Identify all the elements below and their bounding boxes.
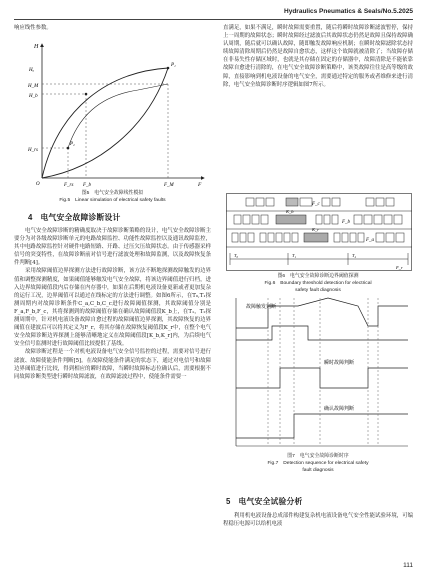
figure-6-caption-cn: 图6 电气安全故障诊断边界阈值探测 — [277, 274, 359, 279]
figure-6-caption-en-2: safety fault diagnosis — [295, 288, 341, 293]
fig5-label-HM: H_M — [28, 84, 39, 89]
fig5-label-Frs: F_rs — [64, 183, 74, 188]
figure-5-caption-cn: 图5 电气安全故障线性模拟 — [81, 191, 144, 196]
figure-7-caption-cn: 图7 电气安全故障诊断时序 — [287, 454, 349, 459]
right-body-top — [223, 24, 413, 89]
left-body — [14, 227, 211, 381]
right-paragraph-1: 直满足，如果不满足，瞬时故障需要重置，随后将瞬时故障诊断滤波暂停，保持上一周期的故障状态；瞬时故障经过滤波后其故障状态仍然是故障且保持故障确认周期，随后就可以确认故障，随即触发故障响应机制；在瞬时故障滤除状态持续故障清除周期后仍然是故障自愈状态，这样这个故障就被清除了；当故障存储在非易失性存储区域时，也就是其存储在固定的存储器中，故障清除是不能依靠故障自愈进行清除的，在电气安全故障诊断策略中，该类故障往往是高等级的故障，直接影响到机电液设备的电气安全，需要通过特定的服务或者维修来进行清除，电气安全故障诊断时序逻辑如图7所示。 — [223, 25, 413, 88]
fig7-row-label-instant: 瞬时故障判断 — [324, 361, 355, 366]
fig6-label-Kr: K_r — [312, 227, 320, 232]
fig6-label-T2: T₂ — [352, 253, 357, 258]
journal-header: Hydraulics Pneumatics & Seals/No.5.2025 — [284, 8, 413, 15]
intro-line: 响应线性参数。 — [14, 25, 52, 31]
fig5-label-P2: P₂ — [70, 142, 75, 147]
right-body-bottom — [223, 512, 413, 528]
figure-7-caption-en-1: Fig.7 Detection sequence for electrical safety — [267, 461, 369, 466]
fig6-label-T0: T₀ — [234, 253, 239, 258]
left-paragraph-1: 电气安全故障诊断的精确度取决于故障诊断策略的设计，电气安全故障诊断主要分为对各级故障诊断单元的电路故障监控、功能性故障监控以及通讯故障监控，其中电路故障监控针对硬件电路短路、开路、过压欠压故障状态。由于传感器采样信号的突变特性，在故障诊断前对信号进行滤波处理和故障监测，以及故障恢复条件判断[4]。 — [14, 228, 211, 267]
fig6-label-Fb: F_b — [342, 220, 351, 225]
fig7-row-label-trigger: 故障触发判断 — [246, 305, 277, 310]
figure-5-plot — [28, 38, 208, 188]
figure-6-diagram — [226, 193, 412, 271]
left-paragraph-2: 采用故障阈值边界探测方法进行故障诊断，该方法不断地探测故障触发的边界值和调整探测精度，如果阈值能够触发电气安全故障，将该边界阈值进行归档，进入边界故障阈值段内后存储在内存器中，如果在后期机电液设备更新或者更加复杂的运行工况，边界阈值可以通过在线标定的方法进行调整。如图6所示，在T₀,T₁探测周期内对故障诊断条件C_a,C_b,C_c进行故障阈值探测，其故障阈值分别是F_a,F_b,F_c，其将探测到的故障阈值存储在确认故障阈值段K_b上，在T₁，T₂探测周期中，针对机电液设备故障自愈过程的故障阈值边界探测，其故障恢复的边界阈值在建波后可以将其定义为F_r，将其存储在故障恢复阈值段K_r中，在整个电气安全故障诊断边界探测上能够清晰地定义在故障阈值段[K_b,K_r]内，为后续电气安全信号监测时进行故障阈值比较提供了基线。 — [14, 268, 211, 348]
fig6-label-T1: T₁ — [292, 253, 297, 258]
fig5-label-Fb: F_b — [83, 183, 92, 188]
left-paragraph-3: 故障诊断过程是一个对机电液设备电气安全信号监控的过程，需要对信号进行滤波、故障使能条件判断[5]。在故障使能条件满足的状态下，通过对电信号和故障边界阈值进行比较，得到相应的瞬时故障，当瞬时故障标志位确认后，需要根据不同故障诊断类型进行瞬时故障滤波，在故障滤波过程中，使能条件需要一 — [14, 349, 211, 380]
fig5-label-P1: P₁ — [171, 63, 176, 68]
fig5-label-Ha: Hₐ — [29, 68, 35, 73]
right-paragraph-2: 利用机电液设备总成部件构建复杂机电液设备电气安全性能试验环境，可编程稳压电源可以给机电液 — [223, 513, 413, 528]
section-4-title: 4 电气安全故障诊断设计 — [28, 213, 121, 222]
fig6-label-Kb: K_b — [286, 209, 294, 214]
fig5-label-Hrs: H_rs — [28, 148, 39, 153]
fig5-label-O: O — [36, 182, 40, 187]
fig5-label-H: H — [34, 44, 39, 50]
figure-5-caption-en: Fig.5 Linear simulation of electrical safety faults — [59, 198, 166, 203]
fig6-label-Fa: F_a — [366, 238, 375, 243]
fig7-row-label-confirm: 确认故障判断 — [324, 407, 355, 412]
fig6-label-Fr: F_r — [396, 265, 403, 270]
fig5-label-Hb: H_b — [29, 94, 38, 99]
figure-7-timing-diagram — [228, 296, 410, 448]
fig5-label-F: F — [198, 182, 202, 188]
header-rule — [14, 19, 413, 20]
section-5-title: 5 电气安全试验分析 — [226, 497, 303, 506]
fig6-label-Fc: F_c — [312, 202, 320, 207]
figure-6-caption-en-1: Fig.6 Boundary threshold detection for electrical — [264, 281, 372, 286]
left-column — [14, 24, 211, 32]
page-number: 111 — [403, 562, 413, 569]
fig5-label-FM: F_M — [164, 183, 174, 188]
figure-7-caption-en-2: fault diagnosis — [302, 468, 334, 473]
